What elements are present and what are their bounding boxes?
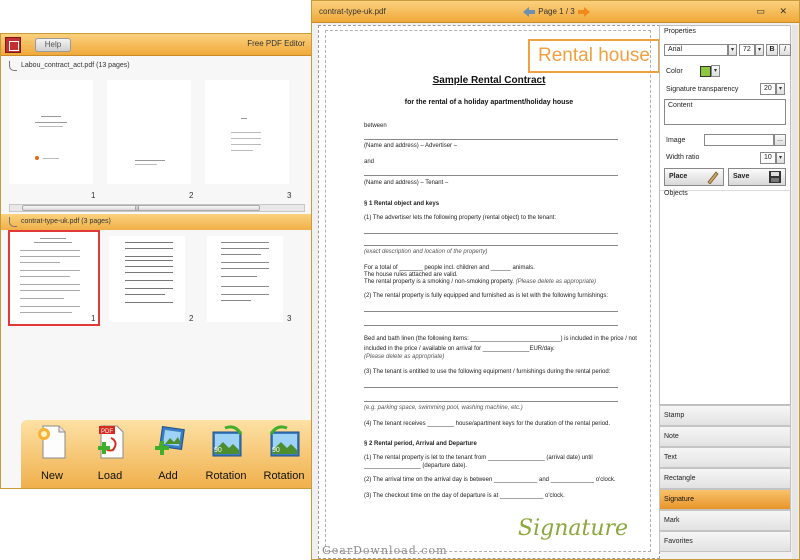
file-clip-icon [9, 61, 17, 71]
doc-note: (e.g. parking space, swimming pool, washing machine, etc.) [364, 405, 523, 411]
doc-text: (1) The rental property is let to the tenant from _________________ (arrival date) until [364, 455, 593, 461]
page-thumbnail[interactable] [205, 80, 289, 184]
toolbar-label: Rotation [205, 470, 247, 482]
stamp-rental-house[interactable] [528, 39, 660, 73]
floppy-disk-icon [768, 170, 782, 184]
font-select[interactable]: Arial [664, 44, 728, 56]
place-button[interactable] [664, 168, 724, 186]
doc-text: and [364, 159, 375, 165]
doc-text: _________________ (departure date). [364, 463, 468, 469]
pen-icon [706, 170, 720, 184]
rotation-right-button[interactable] [257, 424, 311, 486]
toolbar-label: Load [97, 470, 123, 482]
tab-mark[interactable]: Mark [659, 510, 791, 531]
file-name: Labou_contract_act.pdf (13 pages) [21, 62, 130, 69]
next-page-icon[interactable] [577, 7, 591, 17]
chevron-down-icon[interactable]: ▾ [755, 44, 764, 56]
file1-thumbnails [1, 76, 311, 204]
chevron-down-icon[interactable]: ▾ [711, 65, 720, 77]
transparency-select[interactable]: 20 [760, 83, 776, 95]
doc-text: between [364, 123, 387, 129]
add-button[interactable] [141, 424, 195, 486]
chevron-down-icon[interactable]: ▾ [776, 152, 785, 164]
page-thumbnail[interactable] [207, 236, 283, 322]
app-logo-icon [5, 37, 21, 53]
rotate-90-icon [211, 424, 243, 460]
tab-signature[interactable]: Signature [659, 489, 791, 510]
doc-text: For a total of _______ people incl. children and ______ animals. [364, 265, 535, 271]
rotation-left-button[interactable] [199, 424, 253, 486]
tab-note[interactable]: Note [659, 426, 791, 447]
load-pdf-icon [95, 424, 127, 460]
chevron-down-icon[interactable]: ▾ [776, 83, 785, 95]
color-label: Color [666, 68, 683, 75]
transparency-label: Signature transparency [666, 86, 739, 93]
window-controls[interactable]: ▭ ✕ [756, 6, 793, 16]
doc-text: Bed and bath linen (the following items: ___________________________) is included in the price / not [364, 336, 637, 342]
document-canvas[interactable] [318, 25, 660, 559]
font-size-select[interactable]: 72 [739, 44, 755, 56]
page-number: 2 [189, 191, 194, 200]
content-textarea[interactable]: Content [664, 99, 786, 125]
doc-text: (Name and address) – Tenant – [364, 180, 449, 186]
document-name: contrat-type-uk.pdf [319, 7, 386, 16]
signature-object[interactable] [514, 511, 634, 545]
page-thumbnail[interactable] [109, 236, 185, 322]
doc-heading: § 2 Rental period, Arrival and Departure [364, 441, 477, 447]
doc-text: included in the price / available on arrival for ______________EUR/day. [364, 346, 555, 352]
file-browser-window [0, 33, 312, 489]
page-number: 2 [189, 314, 194, 323]
browse-button[interactable]: ... [774, 134, 786, 146]
doc-text: (1) The advertiser lets the following property (rental object) to the tenant: [364, 215, 556, 221]
save-button[interactable] [728, 168, 786, 186]
tab-text[interactable]: Text [659, 447, 791, 468]
page-thumbnail[interactable] [107, 80, 191, 184]
main-toolbar [21, 420, 311, 488]
doc-text: (2) The rental property is fully equipped and furnished as is let with the following furnishings: [364, 293, 609, 299]
tab-rectangle[interactable]: Rectangle [659, 468, 791, 489]
doc-note: (exact description and location of the property) [364, 249, 488, 255]
horizontal-scrollbar[interactable] [9, 204, 305, 212]
svg-text:PDF: PDF [101, 429, 113, 435]
page-navigator [522, 5, 591, 19]
width-ratio-select[interactable]: 10 [760, 152, 776, 164]
add-image-icon [153, 424, 185, 460]
save-label: Save [733, 173, 750, 180]
italic-button[interactable]: I [779, 44, 791, 56]
page-number: 1 [91, 191, 96, 200]
file2-thumbnails [1, 230, 311, 416]
watermark-text: GearDownload.com [322, 544, 448, 557]
toolbar-label: New [40, 470, 63, 482]
page-thumbnail-selected[interactable] [8, 230, 100, 326]
doc-text: (3) The tenant is entitled to use the following equipment / furnishings during the rental period: [364, 369, 611, 375]
tab-favorites[interactable]: Favorites [659, 531, 791, 552]
load-button[interactable] [83, 424, 137, 486]
signature-text: Signature [518, 516, 629, 541]
doc-note: (Please delete as appropriate) [515, 279, 597, 285]
page-number: 3 [287, 314, 292, 323]
page-number: 3 [287, 191, 292, 200]
app-title: Free PDF Editor [247, 39, 305, 48]
previous-page-icon[interactable] [522, 7, 536, 17]
properties-panel [659, 25, 791, 405]
image-path-field[interactable] [704, 134, 774, 146]
stamp-text: Rental house [538, 45, 650, 66]
doc-text: (2) The arrival time on the arrival day is between _____________ and _____________ o'clock. [364, 477, 616, 483]
toolbar-label: Add [158, 470, 178, 482]
editor-window [311, 0, 800, 560]
svg-text:90: 90 [272, 447, 280, 454]
vertical-scrollbar[interactable] [792, 25, 798, 559]
file-clip-icon [9, 217, 17, 227]
color-swatch[interactable] [700, 66, 711, 77]
doc-text: The house rules attached are valid. [364, 272, 458, 278]
file-header-labou[interactable] [1, 58, 311, 74]
doc-text: (3) The checkout time on the day of departure is at _____________ o'clock. [364, 493, 565, 499]
doc-text [364, 279, 596, 285]
place-label: Place [669, 173, 688, 180]
file-header-contrat[interactable] [1, 214, 311, 230]
bold-button[interactable]: B [766, 44, 778, 56]
doc-text: (Name and address) – Advertiser – [364, 143, 458, 149]
new-button[interactable] [25, 424, 79, 486]
scroll-grip: III [135, 206, 140, 212]
page-number: 1 [91, 314, 96, 323]
width-ratio-label: Width ratio [666, 154, 700, 161]
rotate-90-icon [269, 424, 301, 460]
page-thumbnail[interactable] [9, 80, 93, 184]
editor-titlebar [312, 1, 799, 23]
document-subtitle: for the rental of a holiday apartment/holiday house [404, 99, 574, 106]
help-button[interactable]: Help [35, 38, 71, 52]
image-label: Image [666, 137, 686, 144]
toolbar-label: Rotation [263, 470, 305, 482]
document-title: Sample Rental Contract [432, 75, 546, 86]
properties-header: Properties [664, 28, 696, 35]
svg-text:90: 90 [214, 447, 222, 454]
doc-note: (Please delete as appropriate) [364, 354, 445, 360]
doc-text: (4) The tenant receives ________ house/apartment keys for the duration of the rental period. [364, 421, 611, 427]
file-name: contrat-type-uk.pdf (3 pages) [21, 218, 111, 225]
page-indicator: Page 1 / 3 [538, 7, 575, 16]
chevron-down-icon[interactable]: ▾ [728, 44, 737, 56]
tab-stamp[interactable]: Stamp [659, 405, 791, 426]
doc-heading: § 1 Rental object and keys [364, 201, 440, 207]
doc-text: The rental property is a smoking / non-smoking property. [364, 279, 514, 285]
left-titlebar [1, 34, 311, 56]
scrollbar-thumb[interactable] [22, 205, 260, 211]
document-page[interactable] [325, 30, 651, 552]
objects-label: Objects [664, 190, 688, 197]
new-document-icon [37, 424, 69, 460]
